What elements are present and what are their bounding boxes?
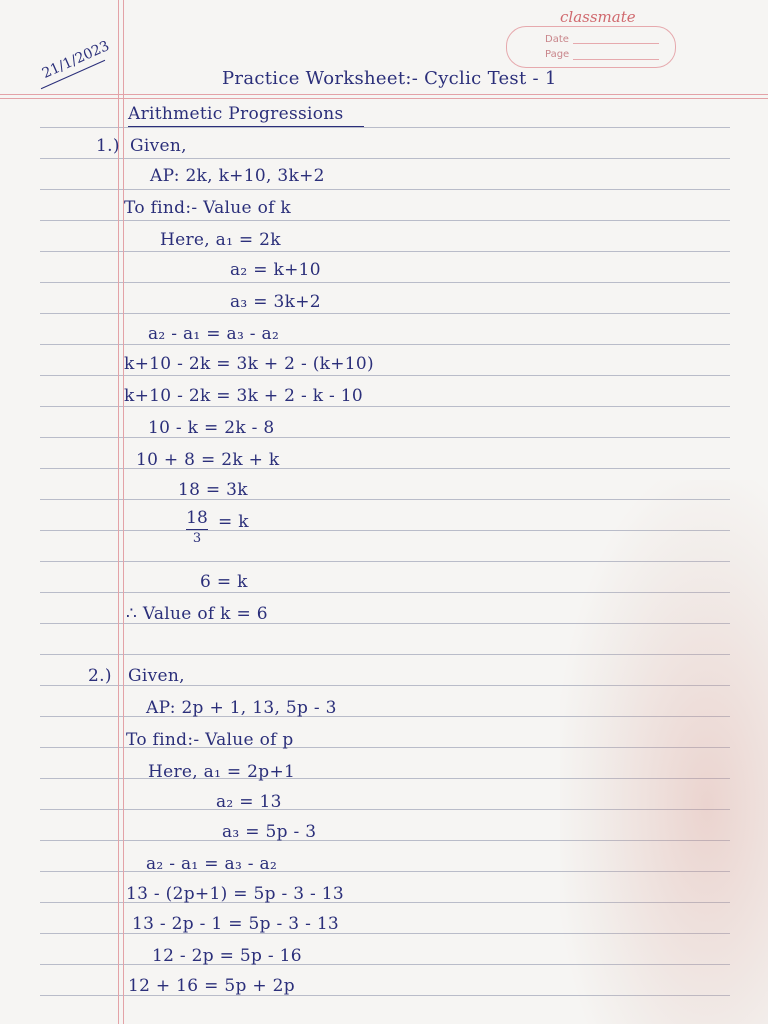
ruled-line xyxy=(40,375,730,376)
q2-a3: a₃ = 5p - 3 xyxy=(222,822,317,842)
header-rule-inner xyxy=(0,98,768,99)
q1-step-3: k+10 - 2k = 3k + 2 - k - 10 xyxy=(124,386,364,406)
q1-number: 1.) xyxy=(96,136,120,156)
ruled-line xyxy=(40,189,730,190)
q2-to-find: To find:- Value of p xyxy=(126,730,294,750)
ruled-line xyxy=(40,251,730,252)
header-rule xyxy=(0,94,768,95)
ruled-line xyxy=(40,530,730,531)
q2-step-1: a₂ - a₁ = a₃ - a₂ xyxy=(146,854,278,874)
ruled-line xyxy=(40,158,730,159)
ruled-line xyxy=(40,654,730,655)
date-line xyxy=(573,43,659,44)
q1-step-4: 10 - k = 2k - 8 xyxy=(148,418,275,438)
ruled-line xyxy=(40,127,730,128)
q2-a2: a₂ = 13 xyxy=(216,792,282,812)
ruled-line xyxy=(40,220,730,221)
q1-step-1: a₂ - a₁ = a₃ - a₂ xyxy=(148,324,280,344)
q1-to-find: To find:- Value of k xyxy=(124,198,292,218)
q1-given: Given, xyxy=(130,136,187,156)
q1-fraction-rhs: = k xyxy=(218,512,249,532)
ruled-line xyxy=(40,592,730,593)
margin-line-left-inner xyxy=(123,0,124,1024)
ruled-line xyxy=(40,809,730,810)
q1-ap: AP: 2k, k+10, 3k+2 xyxy=(150,166,325,186)
q1-fraction xyxy=(186,508,208,546)
ruled-line xyxy=(40,778,730,779)
q1-step-8: 6 = k xyxy=(200,572,248,592)
ruled-line xyxy=(40,716,730,717)
page-label: Page xyxy=(545,49,570,60)
q1-step-5: 10 + 8 = 2k + k xyxy=(136,450,280,470)
q1-a3: a₃ = 3k+2 xyxy=(230,292,321,312)
q2-step-2: 13 - (2p+1) = 5p - 3 - 13 xyxy=(126,884,345,904)
q2-step-4: 12 - 2p = 5p - 16 xyxy=(152,946,302,966)
q2-given: Given, xyxy=(128,666,185,686)
date-label: Date xyxy=(545,34,569,45)
ruled-line xyxy=(40,964,730,965)
ruled-line xyxy=(40,499,730,500)
q1-step-2: k+10 - 2k = 3k + 2 - (k+10) xyxy=(124,354,374,374)
q1-step-6: 18 = 3k xyxy=(178,480,248,500)
q2-here: Here, a₁ = 2p+1 xyxy=(148,762,296,782)
ruled-line xyxy=(40,344,730,345)
fraction-denominator: 3 xyxy=(192,531,202,546)
q2-ap: AP: 2p + 1, 13, 5p - 3 xyxy=(146,698,337,718)
q1-here: Here, a₁ = 2k xyxy=(160,230,281,250)
q2-step-5: 12 + 16 = 5p + 2p xyxy=(128,976,295,996)
ruled-line xyxy=(40,313,730,314)
page-line xyxy=(573,59,659,60)
topic-heading: Arithmetic Progressions xyxy=(128,104,344,124)
page-title: Practice Worksheet:- Cyclic Test - 1 xyxy=(222,68,557,89)
q1-a2: a₂ = k+10 xyxy=(230,260,321,280)
handwritten-date: 21/1/2023 xyxy=(39,38,112,82)
topic-underline xyxy=(128,126,364,127)
q1-answer: ∴ Value of k = 6 xyxy=(126,604,268,624)
ruled-line xyxy=(40,561,730,562)
ruled-line xyxy=(40,437,730,438)
q2-step-3: 13 - 2p - 1 = 5p - 3 - 13 xyxy=(132,914,340,934)
brand-logo: classmate xyxy=(560,8,636,26)
date-page-box xyxy=(506,26,676,68)
fraction-bar xyxy=(186,529,208,530)
ruled-line xyxy=(40,406,730,407)
ruled-line xyxy=(40,282,730,283)
ruled-line xyxy=(40,840,730,841)
q2-number: 2.) xyxy=(88,666,112,686)
ruled-line xyxy=(40,871,730,872)
fraction-numerator: 18 xyxy=(186,508,208,528)
